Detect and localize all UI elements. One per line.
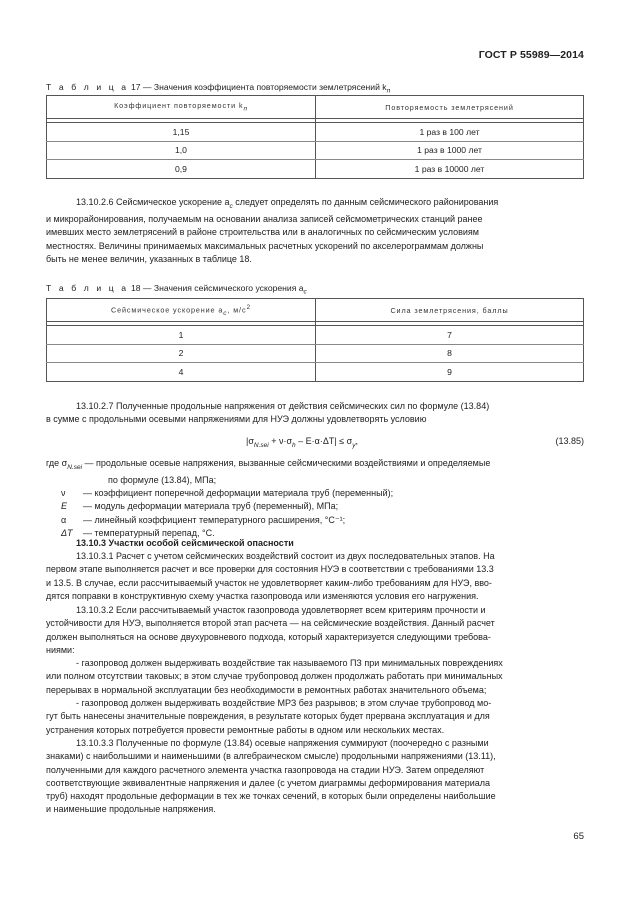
definition-text: — продольные осевые напряжения, вызванные сейсмическими воздействиями и определяемые xyxy=(82,458,491,468)
definition-symbol: ν xyxy=(61,488,66,499)
text-line: - газопровод должен выдерживать воздействие так называемого ПЗ при минимальных повреждениях xyxy=(76,658,503,669)
text-line: гут быть нанесены значительные повреждения, в результате которых будет прервана эксплуатация и для xyxy=(46,711,490,722)
table18-cell: 7 xyxy=(316,326,584,345)
table17-col2-header: Повторяемость землетрясений xyxy=(316,96,584,119)
table-row xyxy=(47,363,584,382)
formula-part: , xyxy=(355,436,358,446)
text-line: устранения которых потребуется провести ремонтные работы в одном или нескольких местах. xyxy=(46,724,445,735)
text-line: или полном отсутствии таковых; в этом случае трубопровод должен продолжать работать при минимальных xyxy=(46,671,503,682)
text-sub: с xyxy=(229,202,233,210)
text-line: и наименьшие продольные напряжения. xyxy=(46,804,216,815)
formula-13-85 xyxy=(246,436,358,449)
definition-symbol: α xyxy=(61,514,67,525)
text-line: соответствующие эквивалентные напряжения и далее (с учетом диаграммы деформирования материала xyxy=(46,777,491,788)
formula-sub: h xyxy=(292,441,296,449)
table17-cell: 1 раз в 10000 лет xyxy=(316,160,584,179)
table18-caption xyxy=(46,283,307,296)
definition-text: по формуле (13.84), МПа; xyxy=(108,475,217,485)
text-line: и микрорайонирования, получаемым на основании анализа записей сейсмометрических станций ранее xyxy=(46,214,483,225)
table17-cell: 1,15 xyxy=(47,123,316,142)
table18-cell: 8 xyxy=(316,344,584,363)
table17-cell: 0,9 xyxy=(47,160,316,179)
table18-col1-label: Сейсмическое ускорение a xyxy=(111,304,224,314)
table18-cell: 9 xyxy=(316,363,584,382)
table-row xyxy=(47,160,584,179)
paragraph-13-10-3-2 xyxy=(46,604,584,737)
table-row xyxy=(47,141,584,160)
text-line: 13.10.3.3 Полученные по формуле (13.84) осевые напряжения суммируют (поочередно с разными xyxy=(76,738,489,748)
formula-sub: y xyxy=(352,441,356,449)
table17-caption-text: 17 — Значения коэффициента повторяемости землетрясений k xyxy=(130,82,387,92)
text-line: и 13.5. В случае, если рассчитываемый участок не удовлетворяет каким-либо требованиям для НУЭ, вво- xyxy=(46,577,492,588)
table18-col1-sup: 2 xyxy=(246,303,251,311)
definition-sub: N.sei xyxy=(67,463,83,471)
table18-col1-sub: с xyxy=(223,309,228,317)
table17-caption-word: Т а б л и ц а xyxy=(46,82,129,92)
formula-part: – E·α·ΔT| ≤ σ xyxy=(295,436,353,446)
text-line: труб) находят продольные деформации в тех же точках сечений, в которых были определены наибольшие xyxy=(46,791,496,802)
table17-cell: 1 раз в 100 лет xyxy=(316,123,584,142)
definition-symbol: E xyxy=(61,501,68,512)
definition-text: — линейный коэффициент температурного расширения, °С⁻¹; xyxy=(83,514,346,525)
section-title: 13.10.3 Участки особой сейсмической опасности xyxy=(76,538,294,548)
text-line: имевших место землетрясений в районе строительства или в аналогичных по сейсмическим условиям xyxy=(46,227,479,238)
table17-col1-header xyxy=(47,96,316,119)
text: следует определять по данным сейсмического районирования xyxy=(232,197,499,207)
text: 13.10.2.6 Сейсмическое ускорение a xyxy=(76,197,230,207)
definition-text: — коэффициент поперечной деформации материала труб (переменный); xyxy=(83,488,394,499)
definition-text: — модуль деформации материала труб (переменный), МПа; xyxy=(83,501,339,512)
table18-col1-header xyxy=(47,299,316,322)
text-line: ниями: xyxy=(46,644,75,655)
definition-item xyxy=(46,474,490,487)
text-line: полученными для каждого расчетного элемента участка газопровода на стадии НУЭ. Затем определяют xyxy=(46,764,485,775)
text-line: 13.10.3.2 Если рассчитываемый участок газопровода удовлетворяет всем критериям прочности и xyxy=(76,605,486,615)
text-line: в сумме с продольными осевыми напряжениями для НУЭ должны удовлетворять условию xyxy=(46,414,427,425)
definition-item xyxy=(46,500,490,513)
definition-list xyxy=(46,457,490,540)
formula-part: |σ xyxy=(246,436,254,446)
definition-item xyxy=(46,457,490,474)
text-line: дятся поправки в конструктивную схему участка газопровода или изменяются условия его нагружения. xyxy=(46,590,479,601)
text-line: - газопровод должен выдерживать воздействие МРЗ без разрывов; в этом случае трубопровод мо- xyxy=(76,698,492,709)
paragraph-13-10-3-3 xyxy=(46,737,584,817)
table18-col2-header: Сила землетрясения, баллы xyxy=(316,299,584,322)
table17-col1-sub: п xyxy=(243,105,248,113)
definition-symbol: ΔT xyxy=(61,527,73,538)
table17-col1-label: Коэффициент повторяемости k xyxy=(114,101,244,111)
formula-part: + ν·σ xyxy=(268,436,293,446)
table18-col1-unit: , м/с xyxy=(227,304,247,314)
standard-header: ГОСТ Р 55989—2014 xyxy=(478,49,584,61)
table18 xyxy=(46,298,584,382)
text-line: быть не менее величин, указанных в таблице 18. xyxy=(46,253,252,264)
paragraph-13-10-2-6 xyxy=(46,196,584,266)
definition-symbol: σ xyxy=(61,458,68,468)
table17-cell: 1 раз в 1000 лет xyxy=(316,141,584,160)
table18-cell: 4 xyxy=(47,363,316,382)
text-line: перерывах в нормальной эксплуатации без необходимости в ремонтных работах значительного объема; xyxy=(46,684,487,695)
text-line: местностях. Величины принимаемых максимальных расчетных ускорений по акселерограммам должны xyxy=(46,240,484,251)
table17 xyxy=(46,95,584,179)
page-number: 65 xyxy=(573,831,584,842)
definition-lead: где xyxy=(46,458,62,468)
paragraph-13-10-2-7 xyxy=(46,400,584,427)
table18-caption-text: 18 — Значения сейсмического ускорения a xyxy=(130,283,304,293)
table17-cell: 1,0 xyxy=(47,141,316,160)
table-row xyxy=(47,123,584,142)
formula-number: (13.85) xyxy=(555,436,584,446)
table18-caption-word: Т а б л и ц а xyxy=(46,283,129,293)
text-line: первом этапе выполняется расчет и все проверки для состояния НУЭ в соответствии с требованиями 13.3 xyxy=(46,564,494,575)
table17-caption xyxy=(46,82,390,95)
definition-item xyxy=(46,487,490,500)
table-row xyxy=(47,326,584,345)
text-line: знаками) с наибольшими и наименьшими (в алгебраическом смысле) продольными напряжениями (13.11), xyxy=(46,751,496,762)
table18-caption-sub: с xyxy=(303,288,307,296)
text-line: 13.10.3.1 Расчет с учетом сейсмических воздействий состоит из двух последовательных этапов. На xyxy=(76,551,495,561)
table18-cell: 2 xyxy=(47,344,316,363)
text-line: устойчивости для НУЭ, выполняется второй этап расчета — на сейсмические воздействия. Данный расчет xyxy=(46,618,495,629)
text-line: 13.10.2.7 Полученные продольные напряжения от действия сейсмических сил по формуле (13.84) xyxy=(76,401,490,411)
table18-cell: 1 xyxy=(47,326,316,345)
text-line xyxy=(46,196,584,213)
formula-sub: N.sei xyxy=(253,441,269,449)
definition-text: — температурный перепад, °С. xyxy=(83,527,215,538)
definition-item xyxy=(46,514,490,527)
text-line: должен выполняться на основе двухуровневого подхода, который характеризуется следующими требова- xyxy=(46,631,491,642)
table-row xyxy=(47,344,584,363)
paragraph-13-10-3-1 xyxy=(46,550,584,603)
table17-caption-sub: п xyxy=(386,87,391,95)
